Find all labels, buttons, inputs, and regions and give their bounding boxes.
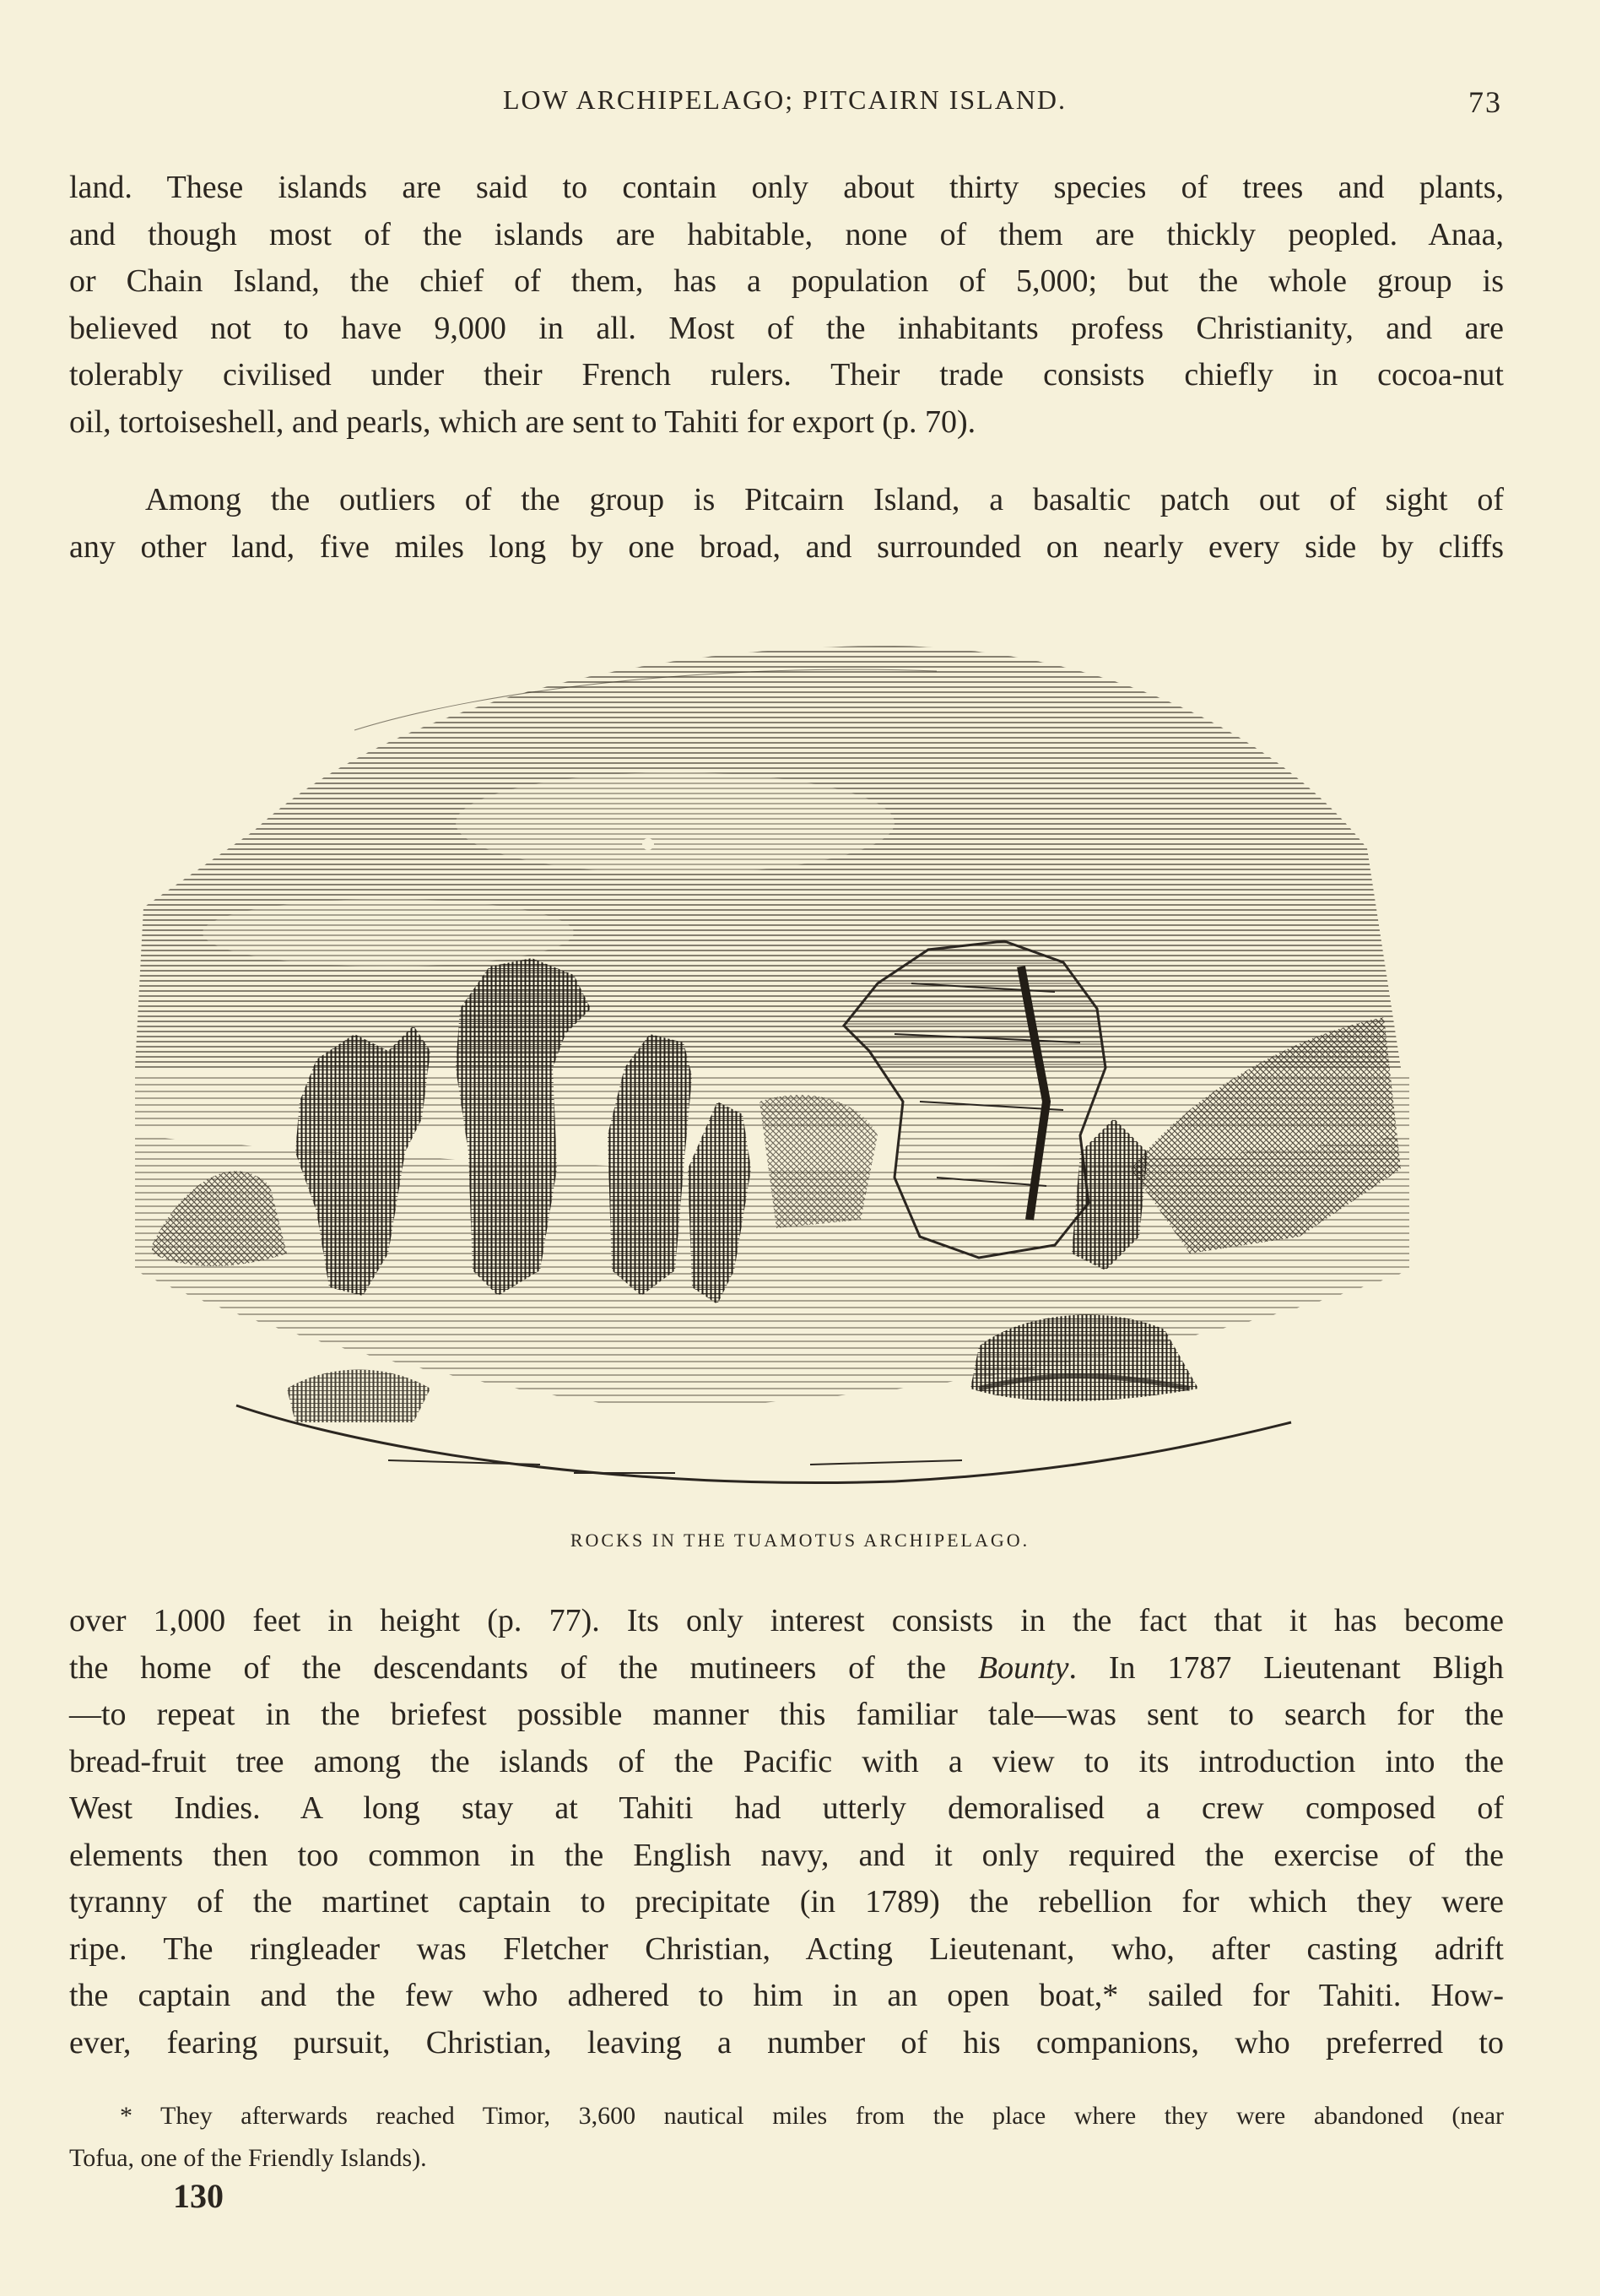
text-line: over 1,000 feet in height (p. 77). Its only interest consists in the fact that it has become: [69, 1603, 1504, 1638]
footnote-line: * They afterwards reached Timor, 3,600 nautical miles from the place where they were abandoned (near: [120, 2102, 1504, 2130]
footnote-line: Tofua, one of the Friendly Islands).: [69, 2144, 427, 2172]
text-line: believed not to have 9,000 in all. Most of the inhabitants profess Christianity, and are: [69, 310, 1504, 346]
text-line: elements then too common in the English navy, and it only required the exercise of the: [69, 1837, 1504, 1873]
page-number: 73: [1468, 85, 1502, 119]
text-line: or Chain Island, the chief of them, has a population of 5,000; but the whole group is: [69, 263, 1504, 299]
text-line: ever, fearing pursuit, Christian, leaving a number of his companions, who preferred to: [69, 2024, 1504, 2060]
paragraph-1: [69, 165, 1504, 446]
running-head: [68, 84, 1502, 127]
text-line: tyranny of the martinet captain to precipitate (in 1789) the rebellion for which they were: [69, 1884, 1504, 1920]
text-line: Among the outliers of the group is Pitcairn Island, a basaltic patch out of sight of: [145, 482, 1504, 517]
footnote: [69, 2095, 1504, 2180]
paragraph-2: [69, 477, 1504, 571]
text-line: the captain and the few who adhered to him in an open boat,* sailed for Tahiti. How-: [69, 1978, 1504, 2013]
text-fragment: the home of the descendants of the mutineers of the: [69, 1649, 947, 1686]
text-line: land. These islands are said to contain only about thirty species of trees and plants,: [69, 170, 1504, 205]
figure-caption: ROCKS IN THE TUAMOTUS ARCHIPELAGO.: [570, 1530, 1030, 1551]
text-line: any other land, five miles long by one broad, and surrounded on nearly every side by cliffs: [69, 528, 1504, 565]
running-title: LOW ARCHIPELAGO; PITCAIRN ISLAND.: [502, 84, 1068, 115]
ship-name: Bounty: [977, 1649, 1069, 1686]
text-line: oil, tortoiseshell, and pearls, which are sent to Tahiti for export (p. 70).: [69, 403, 976, 440]
text-line: —to repeat in the briefest possible manner this familiar tale—was sent to search for the: [69, 1697, 1504, 1732]
text-fragment: . In 1787 Lieutenant Bligh: [1068, 1649, 1504, 1686]
rocks-engraving: [135, 629, 1409, 1524]
text-line: West Indies. A long stay at Tahiti had utterly demoralised a crew composed of: [69, 1790, 1504, 1826]
text-line: [69, 1645, 1504, 1692]
signature-mark: 130: [173, 2177, 224, 2215]
text-line: bread-fruit tree among the islands of the Pacific with a view to its introduction into the: [69, 1743, 1504, 1779]
engraving-illustration: [135, 629, 1409, 1524]
text-line: and though most of the islands are habitable, none of them are thickly peopled. Anaa,: [69, 216, 1504, 252]
text-line: tolerably civilised under their French rulers. Their trade consists chiefly in cocoa-nut: [69, 357, 1504, 393]
text-line: ripe. The ringleader was Fletcher Christian, Acting Lieutenant, who, after casting adrift: [69, 1930, 1504, 1967]
paragraph-3: [69, 1598, 1504, 2066]
